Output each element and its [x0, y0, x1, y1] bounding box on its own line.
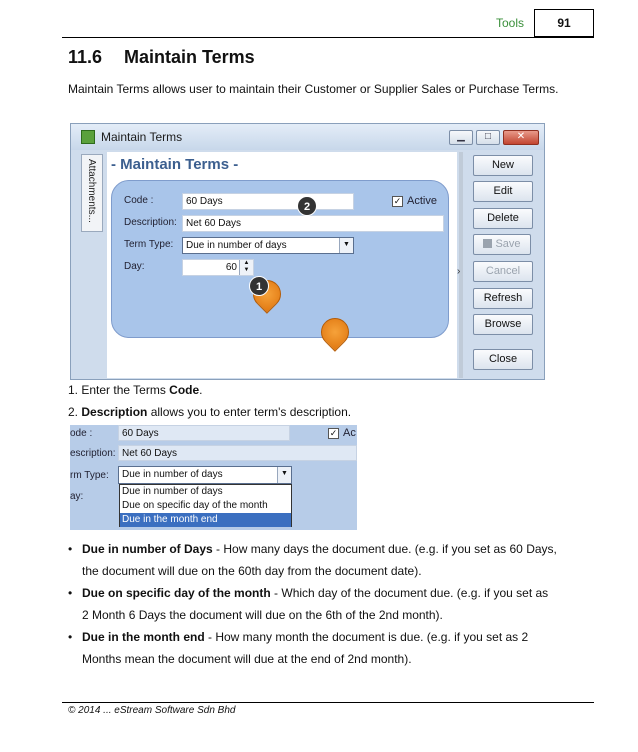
day-value: 60 — [225, 262, 237, 273]
option-due-in-month-end[interactable]: Due in the month end — [120, 513, 291, 527]
crop-term-type-label: rm Type: — [70, 470, 109, 481]
save-label: Save — [495, 238, 521, 250]
crop-day-label: ay: — [70, 491, 84, 502]
attachments-tab-label: Attachments... — [86, 159, 97, 223]
crop-code-label: ode : — [70, 428, 93, 439]
step-2-bold: Description — [81, 405, 148, 419]
bullet-1 — [68, 538, 558, 582]
step-1-text: 1. Enter the Terms — [68, 383, 166, 397]
chevron-right-icon[interactable]: › — [457, 266, 461, 277]
active-checkbox[interactable]: ✓ — [393, 196, 402, 206]
delete-button[interactable]: Delete — [473, 208, 533, 229]
footer-divider — [62, 702, 594, 703]
day-stepper[interactable] — [182, 259, 254, 276]
bullet-dot: • — [68, 542, 73, 556]
crop-code-input[interactable]: 60 Days — [118, 425, 290, 441]
bullet-3-text: - How many month the document is due. (e.g. if you set as 2 Months mean the document will due at the end of 2nd month). — [82, 630, 529, 666]
crop-description-label: escription: — [70, 448, 116, 459]
form-title: - Maintain Terms - — [111, 156, 239, 173]
description-input[interactable]: Net 60 Days — [182, 215, 444, 232]
code-input[interactable]: 60 Days — [182, 193, 354, 210]
save-button[interactable] — [473, 234, 531, 255]
crop-term-type-select[interactable] — [118, 466, 292, 484]
section-title: Maintain Terms — [124, 47, 255, 67]
edit-button[interactable]: Edit — [473, 181, 533, 202]
cancel-button[interactable]: Cancel — [473, 261, 533, 282]
section-number: 11.6 — [68, 47, 103, 67]
app-icon — [81, 130, 95, 144]
browse-button[interactable]: Browse — [473, 314, 533, 335]
window-titlebar — [71, 124, 544, 150]
description-label: Description: — [124, 217, 177, 228]
option-due-on-specific-day[interactable]: Due on specific day of the month — [122, 500, 268, 511]
term-type-dropdown-screenshot — [70, 425, 357, 530]
bullet-2-text: - Which day of the document due. (e.g. if you set as 2 Month 6 Days the document will due on the 6th of the 2nd month). — [82, 586, 549, 622]
maintain-terms-dialog — [70, 123, 545, 380]
active-label: Active — [407, 195, 437, 207]
scrollbar[interactable] — [459, 152, 463, 378]
callout-1: 1 — [249, 276, 269, 296]
intro-paragraph: Maintain Terms allows user to maintain their Customer or Supplier Sales or Purchase Terms. — [68, 82, 559, 96]
footer-copyright: © 2014 ... eStream Software Sdn Bhd — [68, 705, 236, 716]
minimize-icon[interactable]: ▁ — [449, 130, 473, 145]
close-icon[interactable]: ✕ — [503, 130, 539, 145]
bullet-2 — [68, 582, 558, 626]
bullet-dot: • — [68, 586, 73, 600]
code-label: Code : — [124, 195, 154, 206]
step-1-suffix: . — [199, 383, 203, 397]
term-type-select[interactable] — [182, 237, 354, 254]
step-2-suffix: allows you to enter term's description. — [150, 405, 352, 419]
new-button[interactable]: New — [473, 155, 533, 176]
window-title: Maintain Terms — [101, 130, 183, 144]
bullet-3 — [68, 626, 558, 670]
bullet-3-term: Due in the month end — [82, 630, 205, 644]
term-type-value: Due in number of days — [186, 240, 287, 251]
attachments-tab[interactable] — [81, 154, 103, 232]
refresh-button[interactable]: Refresh — [473, 288, 533, 309]
step-1-bold: Code — [169, 383, 200, 397]
section-heading — [68, 47, 255, 68]
maximize-icon[interactable]: □ — [476, 130, 500, 145]
crop-description-input[interactable]: Net 60 Days — [118, 445, 357, 461]
day-label: Day: — [124, 261, 145, 272]
bullet-2-term: Due on specific day of the month — [82, 586, 271, 600]
callout-2: 2 — [297, 196, 317, 216]
form-area — [107, 152, 457, 378]
term-type-options-list — [119, 484, 292, 527]
header-section-label: Tools — [496, 16, 525, 30]
chevron-down-icon[interactable]: ▼ — [339, 238, 353, 253]
save-icon — [483, 239, 492, 248]
term-type-label: Term Type: — [124, 239, 174, 250]
crop-chevron-down-icon[interactable]: ▼ — [277, 467, 291, 483]
crop-active-checkbox[interactable]: ✓ — [329, 428, 338, 438]
step-1 — [68, 383, 203, 397]
bullet-dot: • — [68, 630, 73, 644]
form-panel — [111, 180, 449, 338]
page-number: 91 — [534, 9, 594, 37]
option-due-in-number-of-days[interactable]: Due in number of days — [122, 486, 223, 497]
bullet-1-term: Due in number of Days — [82, 542, 213, 556]
stepper-arrows-icon[interactable]: ▲ ▼ — [239, 260, 253, 275]
crop-active-label: Ac — [343, 427, 356, 439]
bullet-1-text: - How many days the document due. (e.g. if you set as 60 Days, the document will due on the 60th day from the document date). — [82, 542, 557, 578]
crop-term-type-value: Due in number of days — [122, 469, 223, 480]
header-divider — [62, 37, 594, 38]
close-button[interactable]: Close — [473, 349, 533, 370]
step-2 — [68, 405, 351, 419]
step-2-text: 2. — [68, 405, 79, 419]
